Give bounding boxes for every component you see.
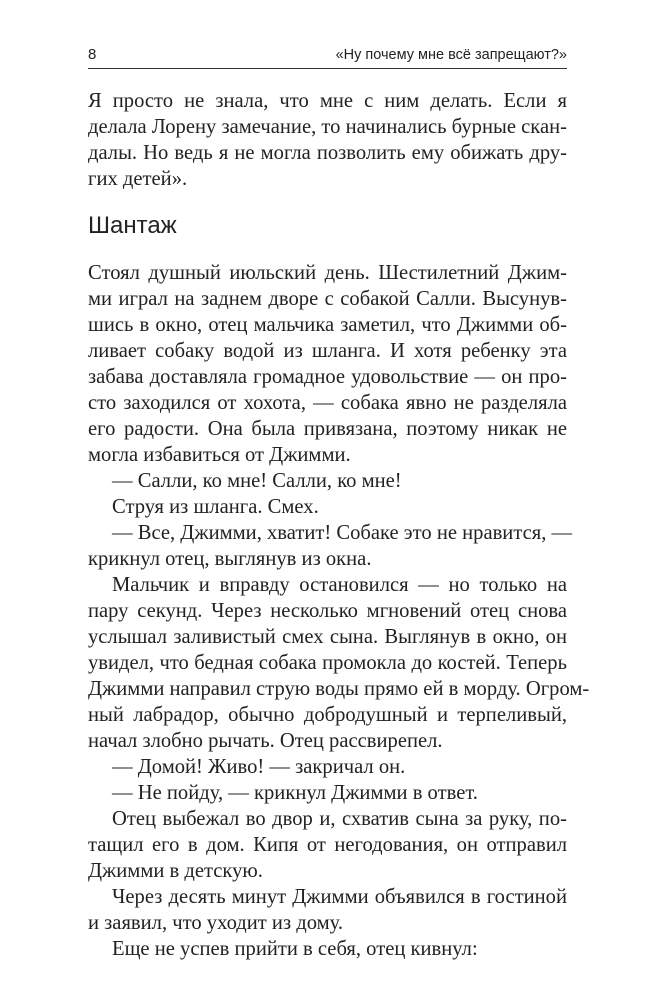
text-line: увидел, что бедная собака промокла до костей. Теперь <box>88 652 567 674</box>
text-line: Стоял душный июльский день. Шестилетний Джим- <box>88 262 567 284</box>
opening-paragraph <box>88 88 567 192</box>
text-line: ный лабрадор, обычно добродушный и терпеливый, <box>88 704 567 726</box>
text-line: сто заходился от хохота, — собака явно не разделяла <box>88 392 567 414</box>
text-line: начал злобно рычать. Отец рассвирепел. <box>88 730 443 752</box>
dialogue-line: — Все, Джимми, хватит! Собаке это не нравится, — <box>112 522 573 544</box>
text-line: крикнул отец, выглянув из окна. <box>88 548 372 570</box>
text-line: Через десять минут Джимми объявился в гостиной <box>112 886 567 908</box>
text-line: Еще не успев прийти в себя, отец кивнул: <box>112 938 478 960</box>
running-head-title: «Ну почему мне всё запрещают?» <box>335 47 567 63</box>
text-line: ливает собаку водой из шланга. И хотя ребенку эта <box>88 340 567 362</box>
text-line: далы. Но ведь я не могла позволить ему обижать дру- <box>88 142 567 164</box>
story-text <box>88 260 590 962</box>
text-line: Я просто не знала, что мне с ним делать. Если я <box>88 90 567 112</box>
text-line: Джимми в детскую. <box>88 860 263 882</box>
text-line: Мальчик и вправду остановился — но только на <box>112 574 567 596</box>
dialogue-line: — Не пойду, — крикнул Джимми в ответ. <box>112 782 478 804</box>
text-line: гих детей». <box>88 168 188 190</box>
dialogue-line: — Домой! Живо! — закричал он. <box>112 756 406 778</box>
text-line: пару секунд. Через несколько мгновений отец снова <box>88 600 567 622</box>
text-line: тащил его в дом. Кипя от негодования, он отправил <box>88 834 567 856</box>
text-line: и заявил, что уходит из дому. <box>88 912 344 934</box>
text-line: услышал заливистый смех сына. Выглянув в окно, он <box>88 626 567 648</box>
text-line: Джимми направил струю воды прямо ей в морду. Огром- <box>88 678 590 700</box>
section-heading: Шантаж <box>88 212 177 239</box>
dialogue-line: — Салли, ко мне! Салли, ко мне! <box>112 470 402 492</box>
text-line: шись в окно, отец мальчика заметил, что Джимми об- <box>88 314 567 336</box>
text-line: забава доставляла громадное удовольствие — он про- <box>88 366 567 388</box>
page-number: 8 <box>88 46 97 63</box>
text-line: могла избавиться от Джимми. <box>88 444 351 466</box>
text-line: ми играл на заднем дворе с собакой Салли. Высунув- <box>88 288 567 310</box>
text-line: делала Лорену замечание, то начинались бурные скан- <box>88 116 567 138</box>
running-head <box>88 44 567 68</box>
text-line: его радости. Она была привязана, поэтому никак не <box>88 418 567 440</box>
text-line: Струя из шланга. Смех. <box>112 496 319 518</box>
text-line: Отец выбежал во двор и, схватив сына за руку, по- <box>112 808 567 830</box>
header-rule <box>88 68 567 69</box>
